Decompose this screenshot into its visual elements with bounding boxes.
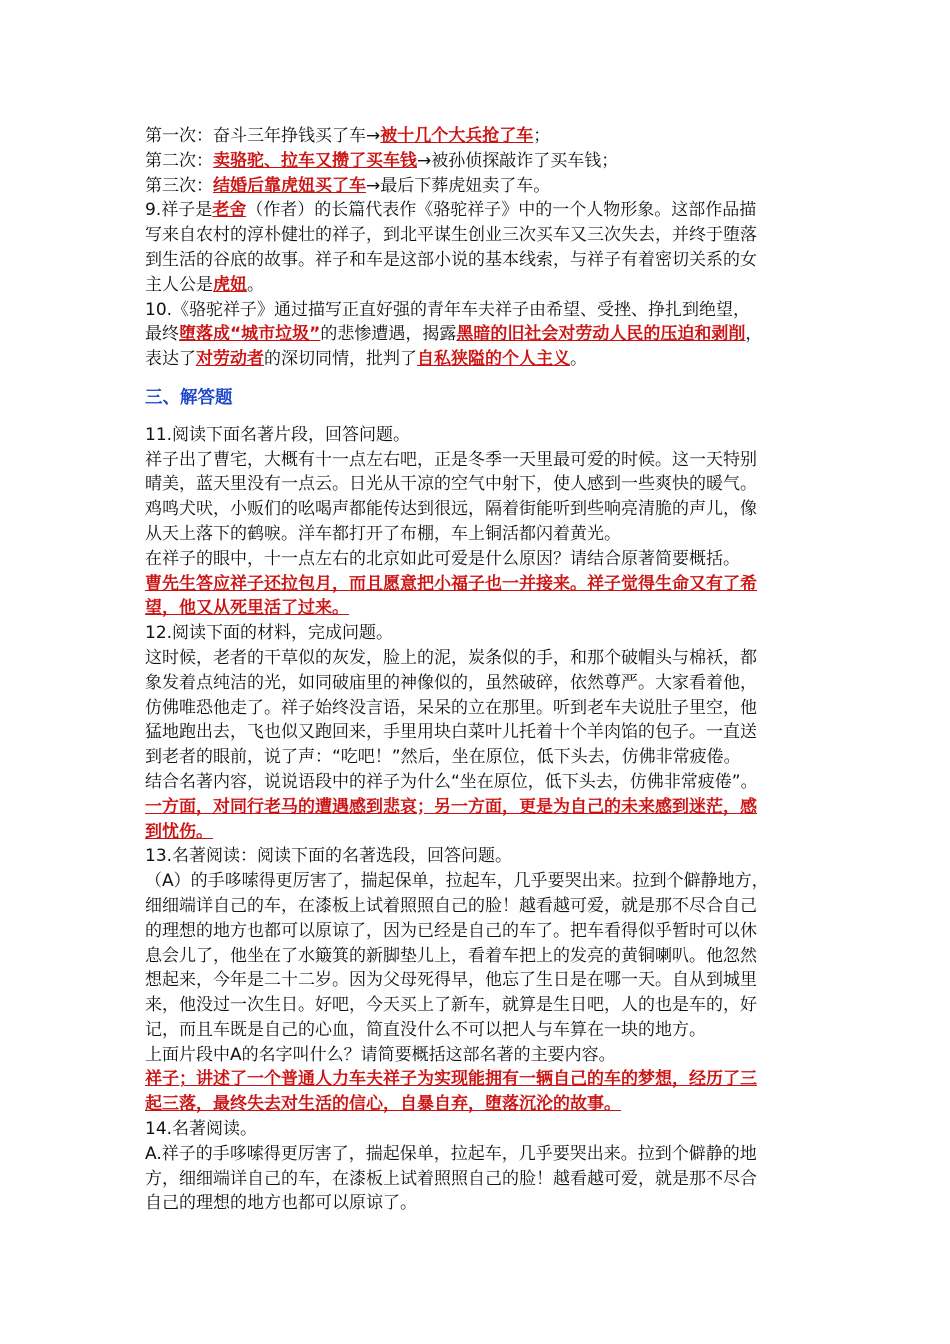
text-span: ；	[533, 126, 551, 146]
text-line	[145, 198, 815, 223]
answer-line: 到忧伤。	[145, 821, 213, 842]
answer-highlight: 被十几个大兵抢了车	[380, 126, 534, 146]
answer-highlight: 老舍	[212, 200, 247, 221]
answer-highlight: 堕落成“城市垃圾”	[179, 324, 321, 345]
text-line: 晴美，蓝天里没有一点云。日光从干凉的空气中射下，使人感到一些爽快的暖气。	[145, 474, 757, 495]
text-line: 到老者的眼前，说了声：“吃吧！”然后，坐在原位，低下头去，仿佛非常疲倦。	[145, 747, 741, 768]
text-line: 鸡鸣犬吠，小贩们的吆喝声都能传达到很远，隔着街能听到些响亮清脆的声儿，像	[145, 499, 757, 520]
text-line	[145, 322, 815, 347]
text-line	[145, 273, 815, 298]
answer-highlight: 对劳动者	[196, 349, 264, 370]
question-title: 12.阅读下面的材料，完成问题。	[145, 623, 394, 644]
text-span: 第一次：奋斗三年挣钱买了车→	[145, 126, 381, 146]
text-span: （作者）的长篇代表作《骆驼祥子》中的一个人物形象。这部作品描	[246, 200, 757, 221]
text-line: （A）的手哆嗦得更厉害了，揣起保单，拉起车，几乎要哭出来。拉到个僻静地方，	[145, 871, 769, 892]
answer-highlight: 自私狭隘的个人主义	[417, 349, 570, 370]
text-line: A.祥子的手哆嗦得更厉害了，揣起保单，拉起车，几乎要哭出来。拉到个僻静的地	[145, 1143, 757, 1164]
answer-line: 起三落，最终失去对生活的信心，自暴自弃，堕落沉沦的故事。	[145, 1094, 621, 1115]
text-span: 表达了	[145, 349, 196, 370]
answer-line: 曹先生答应祥子还拉包月，而且愿意把小福子也一并接来。祥子觉得生命又有了希	[145, 573, 757, 594]
text-span: 。	[570, 349, 587, 370]
text-line: 写来自农村的淳朴健壮的祥子，到北平谋生创业三次买车又三次失去，并终于堕落	[145, 225, 757, 246]
text-line	[145, 347, 815, 372]
answer-line: 一方面，对同行老马的遭遇感到悲哀；另一方面，更是为自己的未来感到迷茫，感	[145, 796, 757, 817]
question-prompt: 上面片段中A的名字叫什么？请简要概括这部名著的主要内容。	[145, 1044, 616, 1065]
text-span: 第三次：	[145, 175, 213, 196]
question-prompt: 结合名著内容，说说语段中的祥子为什么“坐在原位，低下头去，仿佛非常疲倦”。	[145, 771, 758, 792]
text-span: 主人公是	[145, 274, 213, 295]
text-line: 细细端详自己的车，在漆板上试着照照自己的脸！越看越可爱，就是那不尽合自己	[145, 895, 757, 916]
question-title: 14.名著阅读。	[145, 1119, 258, 1140]
text-line: 从天上落下的鹤唳。洋车都打开了布棚，车上铜活都闪着黄光。	[145, 523, 621, 544]
question-title: 13.名著阅读：阅读下面的名著选段，回答问题。	[145, 846, 513, 867]
text-line: 仿佛唯恐他走了。祥子始终没言语，呆呆的立在那里。听到老车夫说肚子里空，他	[145, 697, 757, 718]
text-line: 到生活的谷底的故事。祥子和车是这部小说的基本线索，与祥子有着密切关系的女	[145, 249, 757, 270]
text-span: 的深切同情，批判了	[264, 349, 417, 370]
text-span: 9.祥子是	[145, 200, 213, 221]
document-body	[145, 124, 815, 1216]
text-line: 方，细细端详自己的车，在漆板上试着照照自己的脸！越看越可爱，就是那不尽合	[145, 1168, 757, 1189]
answer-line: 望，他又从死里活了过来。	[145, 598, 349, 619]
text-span: →被孙侦探敲诈了买车钱；	[417, 150, 619, 171]
text-span: 最终	[145, 324, 179, 345]
text-line	[145, 174, 815, 199]
answer-highlight: 卖骆驼、拉车又攒了买车钱	[213, 150, 417, 171]
text-line	[145, 124, 815, 149]
text-line: 祥子出了曹宅，大概有十一点左右吧，正是冬季一天里最可爱的时候。这一天特别	[145, 449, 757, 470]
text-line: 的理想的地方也都可以原谅了，因为已经是自己的车了。把车看得似乎暂时可以休	[145, 920, 757, 941]
question-title: 11.阅读下面名著片段，回答问题。	[145, 424, 411, 445]
text-line: 10.《骆驼祥子》通过描写正直好强的青年车夫祥子由希望、受挫、挣扎到绝望，	[145, 299, 751, 320]
answer-highlight: 黑暗的旧社会对劳动人民的压迫和剥削	[456, 324, 746, 345]
answer-line: 祥子；讲述了一个普通人力车夫祥子为实现能拥有一辆自己的车的梦想，经历了三	[145, 1069, 757, 1090]
text-line: 息会儿了，他坐在了水簸箕的新脚垫儿上，看着车把上的发亮的黄铜喇叭。他忽然	[145, 945, 757, 966]
text-span: 。	[247, 274, 264, 295]
text-span: 第二次：	[145, 150, 213, 171]
text-span: 的悲惨遭遇，揭露	[320, 324, 457, 345]
text-line: 想起来，今年是二十二岁。因为父母死得早，他忘了生日是在哪一天。自从到城里	[145, 970, 757, 991]
text-line: 记，而且车既是自己的心血，简直没什么不可以把人与车算在一块的地方。	[145, 1019, 706, 1040]
answer-highlight: 虎妞	[213, 274, 247, 295]
answer-highlight: 结婚后靠虎妞买了车	[213, 175, 366, 196]
text-line	[145, 149, 815, 174]
text-line: 来，他没过一次生日。好吧，今天买上了新车，就算是生日吧，人的也是车的，好	[145, 995, 757, 1016]
text-span: →最后下葬虎妞卖了车。	[366, 175, 551, 196]
section-heading: 三、解答题	[145, 387, 233, 408]
question-prompt: 在祥子的眼中，十一点左右的北京如此可爱是什么原因？请结合原著简要概括。	[145, 548, 740, 569]
text-line: 自己的理想的地方也都可以原谅了。	[145, 1193, 417, 1214]
text-line: 象发着点纯洁的光，如同破庙里的神像似的，虽然破碎，依然尊严。大家看着他，	[145, 672, 757, 693]
text-span: ，	[745, 324, 763, 345]
text-line: 这时候，老者的干草似的灰发，脸上的泥，炭条似的手，和那个破帽头与棉袄，都	[145, 647, 757, 668]
text-line: 猛地跑出去，飞也似又跑回来，手里用块白菜叶儿托着十个羊肉馅的包子。一直送	[145, 722, 757, 743]
